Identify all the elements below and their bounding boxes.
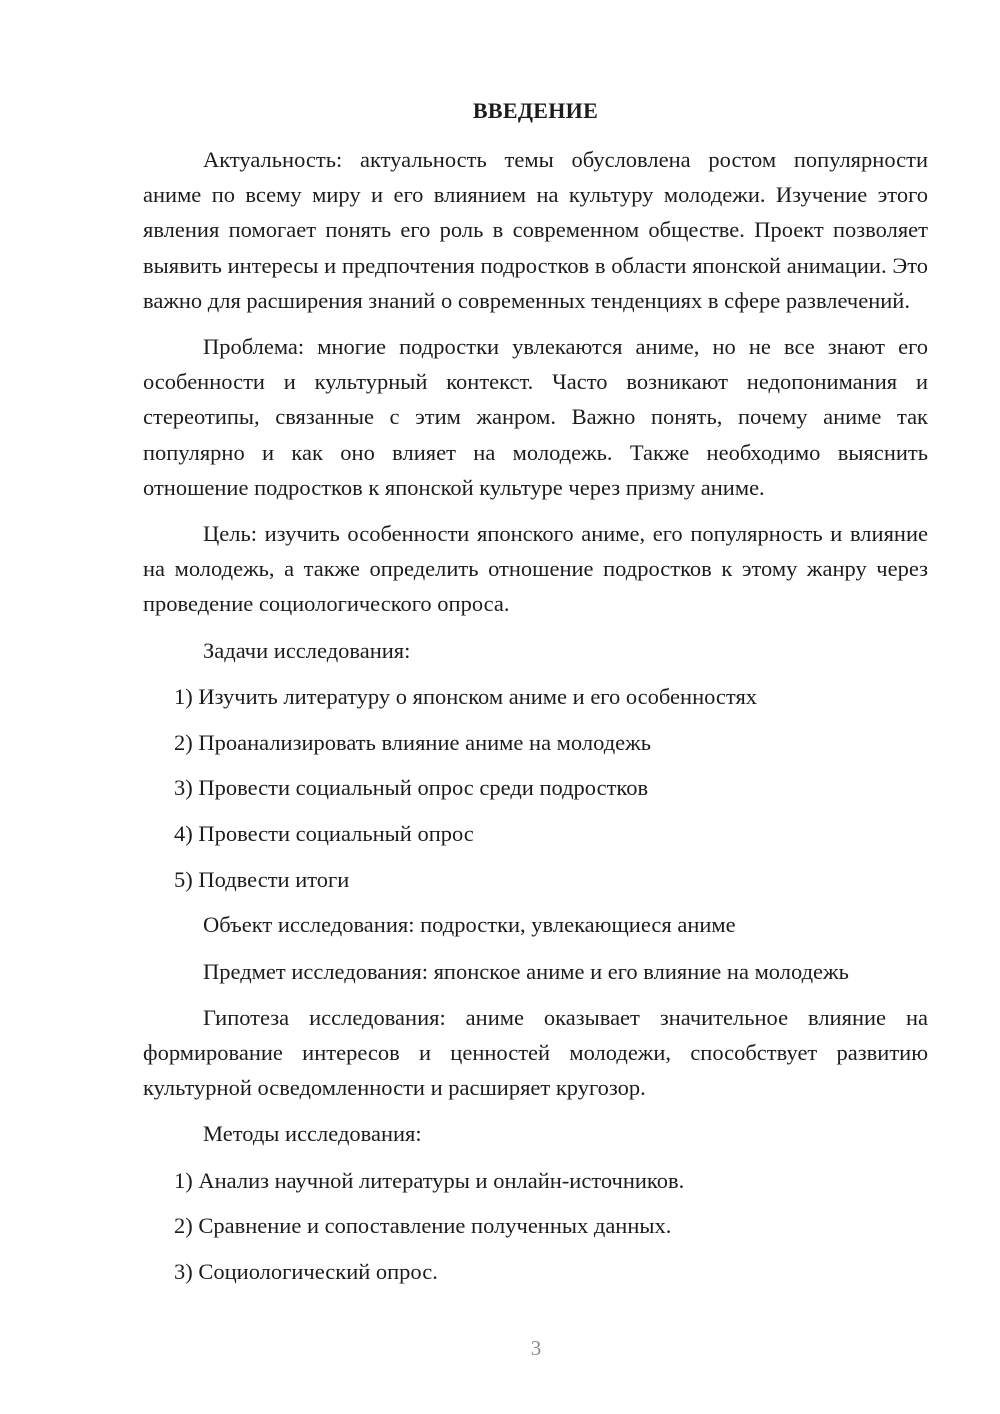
task-item: 3) Провести социальный опрос среди подростков xyxy=(174,775,649,801)
method-item: 3) Социологический опрос. xyxy=(174,1258,438,1284)
task-item: 1) Изучить литературу о японском аниме и его особенностях xyxy=(174,683,758,709)
subject-line: Предмет исследования: японское аниме и его влияние на молодежь xyxy=(203,958,849,984)
document-body xyxy=(143,96,928,1300)
page-number: 3 xyxy=(530,1336,542,1360)
task-item: 2) Проанализировать влияние аниме на молодежь xyxy=(174,729,651,755)
goal-paragraph: Цель: изучить особенности японского аниме, его популярность и влияние на молодежь, а также определить отношение подростков к этому жанру через проведение социологического опроса. xyxy=(143,521,928,617)
section-title: ВВЕДЕНИЕ xyxy=(472,98,599,123)
method-item: 1) Анализ научной литературы и онлайн-источников. xyxy=(174,1167,685,1193)
tasks-heading: Задачи исследования: xyxy=(203,637,411,663)
task-item: 5) Подвести итоги xyxy=(174,866,350,892)
problem-paragraph: Проблема: многие подростки увлекаются аниме, но не все знают его особенности и культурный контекст. Часто возникают недопонимания и стереотипы, связанные с этим жанром. Важно понять, почему аниме так популярно и как оно влияет на молодежь. Также необходимо выяснить отношение подростков к японской культуре через призму аниме. xyxy=(143,334,928,500)
task-item: 4) Провести социальный опрос xyxy=(174,820,474,846)
relevance-paragraph: Актуальность: актуальность темы обусловлена ростом популярности аниме по всему миру и его влиянием на культуру молодежи. Изучение этого явления помогает понять его роль в современном обществе. Проект позволяет выявить интересы и предпочтения подростков в области японской анимации. Это важно для расширения знаний о современных тенденциях в сфере развлечений. xyxy=(143,147,928,313)
methods-heading: Методы исследования: xyxy=(203,1121,422,1147)
object-line: Объект исследования: подростки, увлекающиеся аниме xyxy=(203,912,736,938)
hypothesis-paragraph: Гипотеза исследования: аниме оказывает значительное влияние на формирование интересов и ценностей молодежи, способствует развитию культурной осведомленности и расширяет кругозор. xyxy=(143,1004,928,1101)
method-item: 2) Сравнение и сопоставление полученных данных. xyxy=(174,1213,672,1239)
